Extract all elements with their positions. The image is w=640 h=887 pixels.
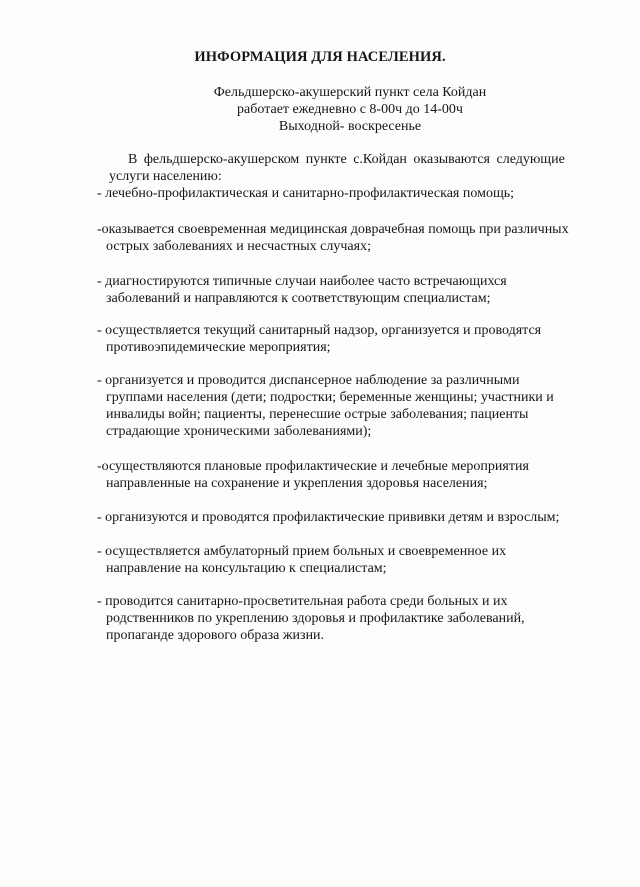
service-line: - организуются и проводятся профилактические прививки детям и взрослым; [97, 510, 560, 525]
service-item [97, 593, 607, 644]
service-line: - осуществляется текущий санитарный надзор, организуется и проводятся [97, 323, 542, 338]
intro-line: В фельдшерско-акушерском пункте с.Койдан оказываются следующие [128, 152, 565, 167]
intro-line: услуги населению: [109, 169, 222, 184]
service-line: - диагностируются типичные случаи наиболее часто встречающихся [97, 274, 507, 289]
day-off: Выходной- воскресенье [278, 119, 422, 134]
service-line: группами населения (дети; подростки; беременные женщины; участники и [106, 390, 554, 405]
service-line: -осуществляются плановые профилактические и лечебные мероприятия [97, 459, 529, 474]
working-hours: работает ежедневно с 8-00ч до 14-00ч [237, 102, 463, 117]
service-line: заболеваний и направляются к соответствующим специалистам; [106, 291, 491, 306]
service-line: пропаганде здорового образа жизни. [106, 628, 325, 643]
service-line: острых заболеваниях и несчастных случаях; [106, 239, 371, 254]
document-title: ИНФОРМАЦИЯ ДЛЯ НАСЕЛЕНИЯ. [194, 49, 446, 65]
service-line: направление на консультацию к специалистам; [106, 561, 387, 576]
service-line: противоэпидемические мероприятия; [106, 340, 331, 355]
service-item [97, 322, 607, 356]
service-item [97, 543, 607, 577]
facility-name: Фельдшерско-акушерский пункт села Койдан [213, 85, 487, 100]
service-item [97, 458, 607, 492]
service-item [97, 273, 607, 307]
service-item [97, 221, 607, 255]
service-item [97, 509, 607, 526]
service-line: - проводится санитарно-просветительная работа среди больных и их [97, 594, 508, 609]
service-item [97, 372, 607, 440]
service-line: - организуется и проводится диспансерное наблюдение за различными [97, 373, 520, 388]
schedule-block [30, 84, 640, 135]
service-line: направленные на сохранение и укрепления здоровья населения; [106, 476, 488, 491]
intro-paragraph [97, 151, 597, 185]
service-line: страдающие хроническими заболеваниями); [106, 424, 372, 439]
service-line: родственников по укреплению здоровья и профилактике заболеваний, [106, 611, 525, 626]
service-line: - осуществляется амбулаторный прием больных и своевременное их [97, 544, 507, 559]
service-line: - лечебно-профилактическая и санитарно-профилактическая помощь; [97, 186, 515, 201]
service-item [97, 185, 607, 202]
service-line: инвалиды войн; пациенты, перенесшие острые заболевания; пациенты [106, 407, 529, 422]
service-line: -оказывается своевременная медицинская доврачебная помощь при различных [97, 222, 569, 237]
